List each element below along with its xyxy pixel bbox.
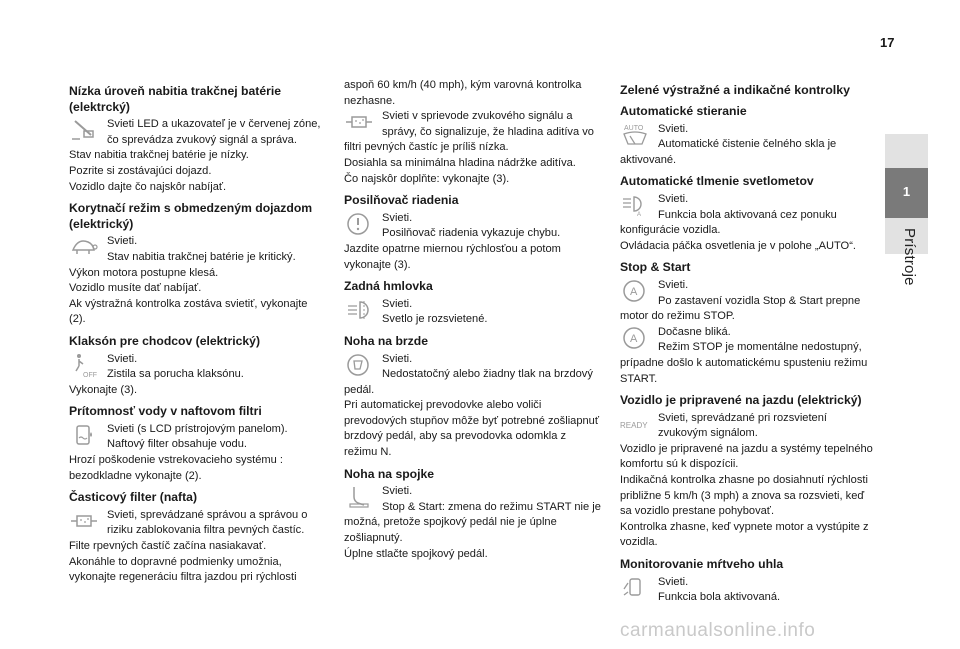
body-line: Čo najskôr doplňte: vykonajte (3).: [344, 172, 510, 185]
lamp-entry: [69, 117, 327, 195]
body-line: Režim STOP je momentálne nedostupný, prípadne došlo k automatickému spusteniu režimu START.: [620, 341, 868, 385]
body-line: Akonáhle to dopravné podmienky umožnia, vykonajte regeneráciu filtra jazdou pri rýchlosti: [69, 555, 297, 584]
section-heading: Nízka úroveň nabitia trakčnej batérie (elektrcký): [69, 84, 282, 114]
body-line: Filte rpevných častíč začína nasiakavať.: [69, 540, 267, 553]
body-line: Stop & Start: zmena do režimu START nie je možná, pretože spojkový pedál nie je úplne zošliapnutý.: [344, 500, 601, 545]
section-heading: Monitorovanie mŕtveho uhla: [620, 557, 784, 572]
body-line: Svieti.: [658, 192, 689, 205]
body-line: Úplne stlačte spojkový pedál.: [344, 547, 488, 560]
lamp-entry: [620, 192, 878, 254]
body-line: Vozidlo je pripravené na jazdu a systémy tepelného komfortu sú k dispozícii.: [620, 442, 873, 471]
body-line: Ovládacia páčka osvetlenia je v polohe „AUTO“.: [620, 239, 856, 252]
section-heading: Posilňovač riadenia: [344, 193, 459, 208]
body-line: Svieti.: [382, 297, 413, 310]
body-line: Funkcia bola aktivovaná.: [658, 591, 781, 604]
body-line: Ak výstražná kontrolka zostáva svietiť, vykonajte (2).: [69, 297, 308, 326]
auto-high-beam-icon: [620, 192, 652, 220]
lamp-entry: [344, 484, 602, 562]
pedestrian-horn-off-icon: [69, 352, 101, 380]
svg-text:A: A: [630, 285, 638, 298]
section-heading: Noha na brzde: [344, 333, 428, 348]
body-line: Dosiahla sa minimálna hladina nádržke aditíva.: [344, 156, 576, 169]
svg-text:OFF: OFF: [83, 371, 97, 378]
svg-text:A: A: [630, 332, 638, 345]
body-line: Kontrolka zhasne, keď vypnete motor a vystúpite z vozidla.: [620, 520, 869, 549]
section-heading: Noha na spojke: [344, 466, 435, 481]
lamp-entry: [344, 109, 602, 187]
blind-spot-icon: [620, 575, 652, 603]
body-line: Stav nabitia trakčnej batérie je kritický.: [107, 250, 296, 263]
foot-on-clutch-icon: [344, 484, 376, 512]
lamp-entry: [69, 508, 327, 586]
body-line: Svieti.: [107, 235, 138, 248]
body-line: Pri automatickej prevodovke alebo voliči prevodových stupňov môže byť potrebné zošliapnuť brzdový pedál, aby sa prevodovka odomkla z režimu N.: [344, 399, 599, 459]
body-line: Svieti, sprevádzané pri rozsvietení zvukovým signálom.: [658, 411, 827, 440]
svg-text:AUTO: AUTO: [624, 124, 644, 132]
svg-text:READY: READY: [620, 420, 648, 430]
lamp-entry: [344, 352, 602, 461]
lamp-entry: [69, 422, 327, 484]
turtle-icon: [69, 234, 101, 262]
page-number: 17: [880, 35, 895, 50]
body-line: Svieti.: [107, 352, 138, 365]
body-line: Zistila sa porucha klaksónu.: [107, 368, 244, 381]
body-line: Svetlo je rozsvietené.: [382, 313, 488, 326]
body-line: Svieti LED a ukazovateľ je v červenej zóne, čo sprevádza zvukový signál a správa.: [107, 118, 321, 146]
lamp-entry: [620, 411, 878, 551]
body-line: Svieti (s LCD prístrojovým panelom).: [107, 422, 288, 435]
body-line: Indikačná kontrolka zhasne po dosiahnutí rýchlosti približne 5 km/h (3 mph) a znova sa rozsvieti, keď sa vozidlo prestane pohybovať.: [620, 474, 868, 518]
body-line: Funkcia bola aktivovaná cez ponuku konfigurácie vozidla.: [620, 208, 837, 237]
lamp-entry: [620, 278, 878, 325]
body-line: Pozrite si zostávajúci dojazd.: [69, 164, 212, 177]
body-line: Vozidlo musíte dať nabíjať.: [69, 282, 202, 295]
body-line: Stav nabitia trakčnej batérie je nízky.: [69, 149, 249, 162]
section-heading: Automatické tlmenie svetlometov: [620, 174, 814, 189]
chapter-title: Prístroje: [901, 228, 918, 286]
section-heading: Zadná hmlovka: [344, 279, 433, 294]
section-heading: Stop & Start: [620, 260, 691, 275]
lamp-entry: [620, 575, 878, 606]
section-heading: Klaksón pre chodcov (elektrický): [69, 333, 261, 348]
column-3: [620, 78, 878, 606]
lamp-entry: [344, 297, 602, 328]
water-in-fuel-icon: [69, 422, 101, 450]
watermark: carmanualsonline.info: [620, 620, 816, 641]
body-line: Svieti.: [658, 122, 689, 135]
body-line: Svieti.: [658, 575, 689, 588]
ready-icon: [620, 411, 652, 439]
battery-plug-icon: [69, 117, 101, 145]
body-line: Po zastavení vozidla Stop & Start prepne motor do režimu STOP.: [620, 294, 861, 323]
section-heading: Časticový filter (nafta): [69, 490, 197, 505]
lamp-entry: [620, 122, 878, 169]
stop-start-icon: [620, 325, 652, 353]
body-line: Vykonajte (3).: [69, 383, 138, 396]
particle-filter-icon: [344, 109, 376, 137]
particle-filter-icon: [69, 508, 101, 536]
body-line: Automatické čistenie čelného skla je aktivované.: [620, 138, 837, 166]
body-line: Vozidlo dajte čo najskôr nabíjať.: [69, 180, 227, 193]
body-line: Svieti.: [382, 485, 413, 498]
lamp-entry: [344, 211, 602, 273]
lamp-entry: [69, 234, 327, 328]
column-1: [69, 78, 327, 586]
foot-on-brake-icon: [344, 352, 376, 380]
body-line: Výkon motora postupne klesá.: [69, 266, 219, 279]
section-heading: Korytnačí režim s obmedzeným dojazdom (elektrický): [69, 201, 313, 231]
body-line: Jazdite opatrne miernou rýchlosťou a potom vykonajte (3).: [344, 242, 561, 271]
body-line: Svieti, sprevádzané správou a správou o riziku zablokovania filtra pevných častíc.: [107, 508, 308, 537]
chapter-number: 1: [902, 184, 911, 199]
body-line: Dočasne bliká.: [658, 325, 731, 338]
green-lamps-heading: Zelené výstražné a indikačné kontrolky: [620, 83, 851, 97]
rear-fog-icon: [344, 297, 376, 325]
body-line: Nedostatočný alebo žiadny tlak na brzdový pedál.: [344, 368, 593, 396]
body-line: Naftový filter obsahuje vodu.: [107, 438, 247, 451]
section-heading: Vozidlo je pripravené na jazdu (elektrický): [620, 393, 862, 408]
lamp-entry: [69, 352, 327, 399]
body-line: Svieti.: [382, 211, 413, 224]
steering-warning-icon: [344, 211, 376, 239]
stop-start-icon: [620, 278, 652, 306]
column-2: [344, 78, 602, 562]
body-line: Posilňovač riadenia vykazuje chybu.: [382, 227, 561, 240]
lamp-entry: [344, 78, 602, 109]
auto-wipe-icon: [620, 122, 652, 150]
body-line: Svieti.: [382, 352, 413, 365]
body-line: Hrozí poškodenie vstrekovacieho systému : bezodkladne vykonajte (2).: [69, 454, 283, 482]
svg-text:A: A: [637, 211, 642, 218]
body-line: Svieti.: [658, 278, 689, 291]
lamp-entry: [620, 325, 878, 387]
body-line: Svieti v sprievode zvukového signálu a správy, čo signalizuje, že hladina aditíva vo filtri pevných častíc je príliš nízka.: [344, 110, 594, 154]
section-heading: Automatické stieranie: [620, 104, 747, 118]
section-heading: Prítomnosť vody v naftovom filtri: [69, 404, 262, 419]
body-line: aspoň 60 km/h (40 mph), kým varovná kontrolka nezhasne.: [344, 79, 582, 107]
